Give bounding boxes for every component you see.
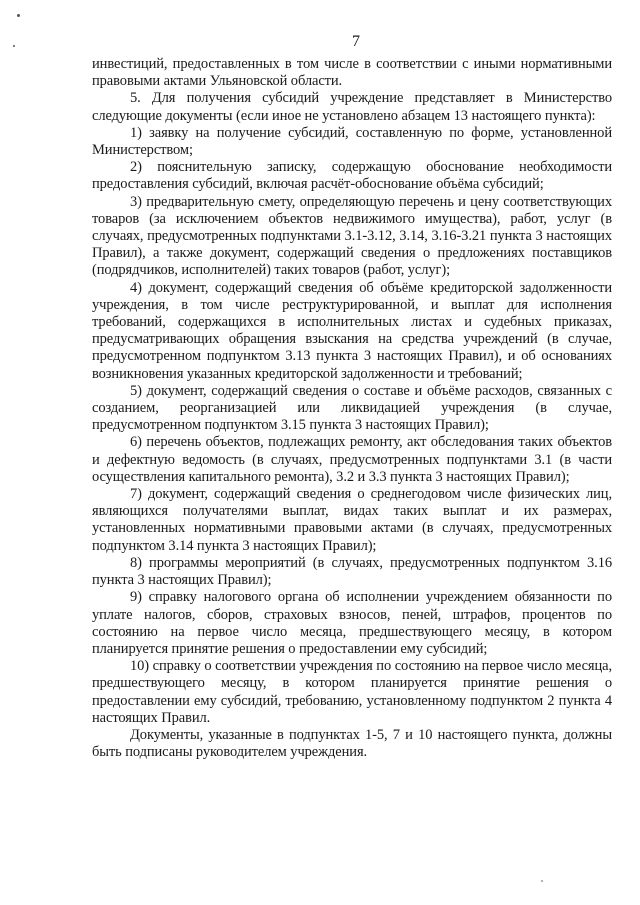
- paragraph-subitem-8: 8) программы мероприятий (в случаях, предусмотренных подпунктом 3.16 пункта 3 настоящих Правил);: [92, 554, 612, 589]
- paragraph-subitem-10: 10) справку о соответствии учреждения по состоянию на первое число месяца, предшествующего месяцу, в котором планируется принятие решения о предоставлении ему субсидий, требованию, установленному подпунктом 2 пункта 4 настоящих Правил.: [92, 658, 612, 726]
- paragraph-signature-requirement: Документы, указанные в подпунктах 1-5, 7 и 10 настоящего пункта, должны быть подписаны руководителем учреждения.: [92, 726, 612, 761]
- paragraph-subitem-2: 2) пояснительную записку, содержащую обоснование необходимости предоставления субсидий, включая расчёт-обоснование объёма субсидий;: [92, 159, 612, 193]
- paragraph-subitem-6: 6) перечень объектов, подлежащих ремонту, акт обследования таких объектов и дефектную ведомость (в случаях, предусмотренных подпунктами 3.1 (в части осуществления капитального ремонта), 3.2 и 3.3 пункта 3 настоящих Правил);: [92, 434, 612, 485]
- paragraph-subitem-5: 5) документ, содержащий сведения о составе и объёме расходов, связанных с созданием, реорганизацией или ликвидацией учреждения (в случае, предусмотренном подпунктом 3.15 пункта 3 настоящих Правил);: [92, 382, 612, 434]
- paragraph-item-5: 5. Для получения субсидий учреждение представляет в Министерство следующие документы (если иное не установлено абзацем 13 настоящего пункта):: [92, 90, 612, 124]
- document-body: [92, 56, 612, 761]
- paragraph-subitem-1: 1) заявку на получение субсидий, составленную по форме, установленной Министерством;: [92, 124, 612, 159]
- paragraph-subitem-3: 3) предварительную смету, определяющую перечень и цену соответствующих товаров (за исключением объектов недвижимого имущества), работ, услуг (в случаях, предусмотренных подпунктами 3.1-3.12, 3.14, 3.16-3.21 пункта 3 настоящих Правил), а также документ, содержащий сведения о предложениях поставщиков (подрядчиков, исполнителей) таких товаров (работ, услуг);: [92, 193, 612, 279]
- scan-speck: [541, 880, 543, 882]
- paragraph-subitem-4: 4) документ, содержащий сведения об объёме кредиторской задолженности учреждения, в том числе реструктурированной, и выплат для исполнения требований, содержащихся в исполнительных листах и судебных приказах, предусматривающих обращения взыскания на средства учреждений (в случае, предусмотренном подпунктом 3.13 пункта 3 настоящих Правил), и об основаниях возникновения указанных кредиторской задолженности и требований;: [92, 279, 612, 382]
- paragraph-subitem-9: 9) справку налогового органа об исполнении учреждением обязанности по уплате налогов, сборов, страховых взносов, пеней, штрафов, процентов по состоянию на первое число месяца, предшествующего месяцу, в котором планируется принятие решения о предоставлении ему субсидий;: [92, 589, 612, 657]
- page-number: 7: [352, 33, 360, 50]
- paragraph-continuation: инвестиций, предоставленных в том числе в соответствии с иными нормативными правовыми актами Ульяновской области.: [92, 56, 612, 90]
- scan-speck: [17, 14, 20, 17]
- paragraph-subitem-7: 7) документ, содержащий сведения о среднегодовом числе физических лиц, являющихся получателями выплат, видах таких выплат и их размерах, установленных нормативными правовыми актами (в случаях, предусмотренных подпунктом 3.14 пункта 3 настоящих Правил);: [92, 486, 612, 554]
